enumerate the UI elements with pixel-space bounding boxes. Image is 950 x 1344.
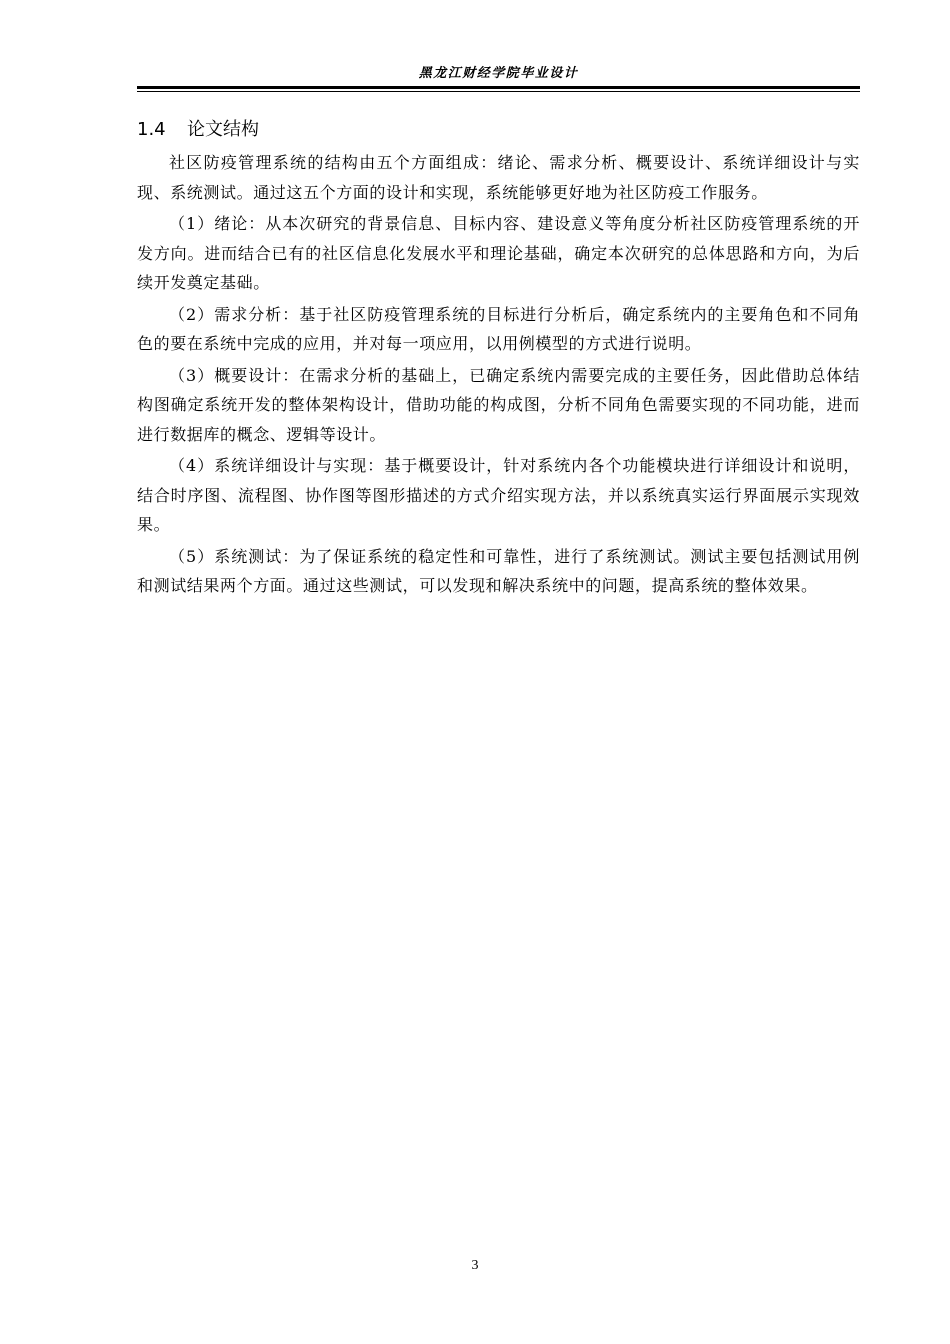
paragraph-testing-chapter: （5）系统测试：为了保证系统的稳定性和可靠性，进行了系统测试。测试主要包括测试用例和测试结果两个方面。通过这些测试，可以发现和解决系统中的问题，提高系统的整体效果。	[137, 546, 860, 595]
paragraph-detailed-design-chapter: （4）系统详细设计与实现：基于概要设计，针对系统内各个功能模块进行详细设计和说明，结合时序图、流程图、协作图等图形描述的方式介绍实现方法，并以系统真实运行界面展示实现效果。	[137, 456, 860, 534]
paragraph-requirements-chapter: （2）需求分析：基于社区防疫管理系统的目标进行分析后，确定系统内的主要角色和不同角色的要在系统中完成的应用，并对每一项应用，以用例模型的方式进行说明。	[137, 304, 860, 353]
section-number: 1.4	[137, 119, 166, 140]
paragraph-intro: 社区防疫管理系统的结构由五个方面组成：绪论、需求分析、概要设计、系统详细设计与实现、系统测试。通过这五个方面的设计和实现，系统能够更好地为社区防疫工作服务。	[137, 153, 860, 202]
page-number: 3	[471, 1258, 479, 1273]
header-rule-thick	[137, 86, 860, 89]
paragraph-introduction-chapter: （1）绪论：从本次研究的背景信息、目标内容、建设意义等角度分析社区防疫管理系统的开发方向。进而结合已有的社区信息化发展水平和理论基础，确定本次研究的总体思路和方向，为后续开发奠定基础。	[137, 214, 860, 292]
section-title: 论文结构	[187, 119, 259, 140]
paragraph-outline-design-chapter: （3）概要设计：在需求分析的基础上，已确定系统内需要完成的主要任务，因此借助总体结构图确定系统开发的整体架构设计，借助功能的构成图，分析不同角色需要实现的不同功能，进而进行数据库的概念、逻辑等设计。	[137, 365, 860, 444]
page-content	[137, 116, 860, 603]
section-heading	[137, 116, 860, 144]
page-header-title: 黑龙江财经学院毕业设计	[418, 66, 579, 81]
header-rule-thin	[137, 91, 860, 92]
